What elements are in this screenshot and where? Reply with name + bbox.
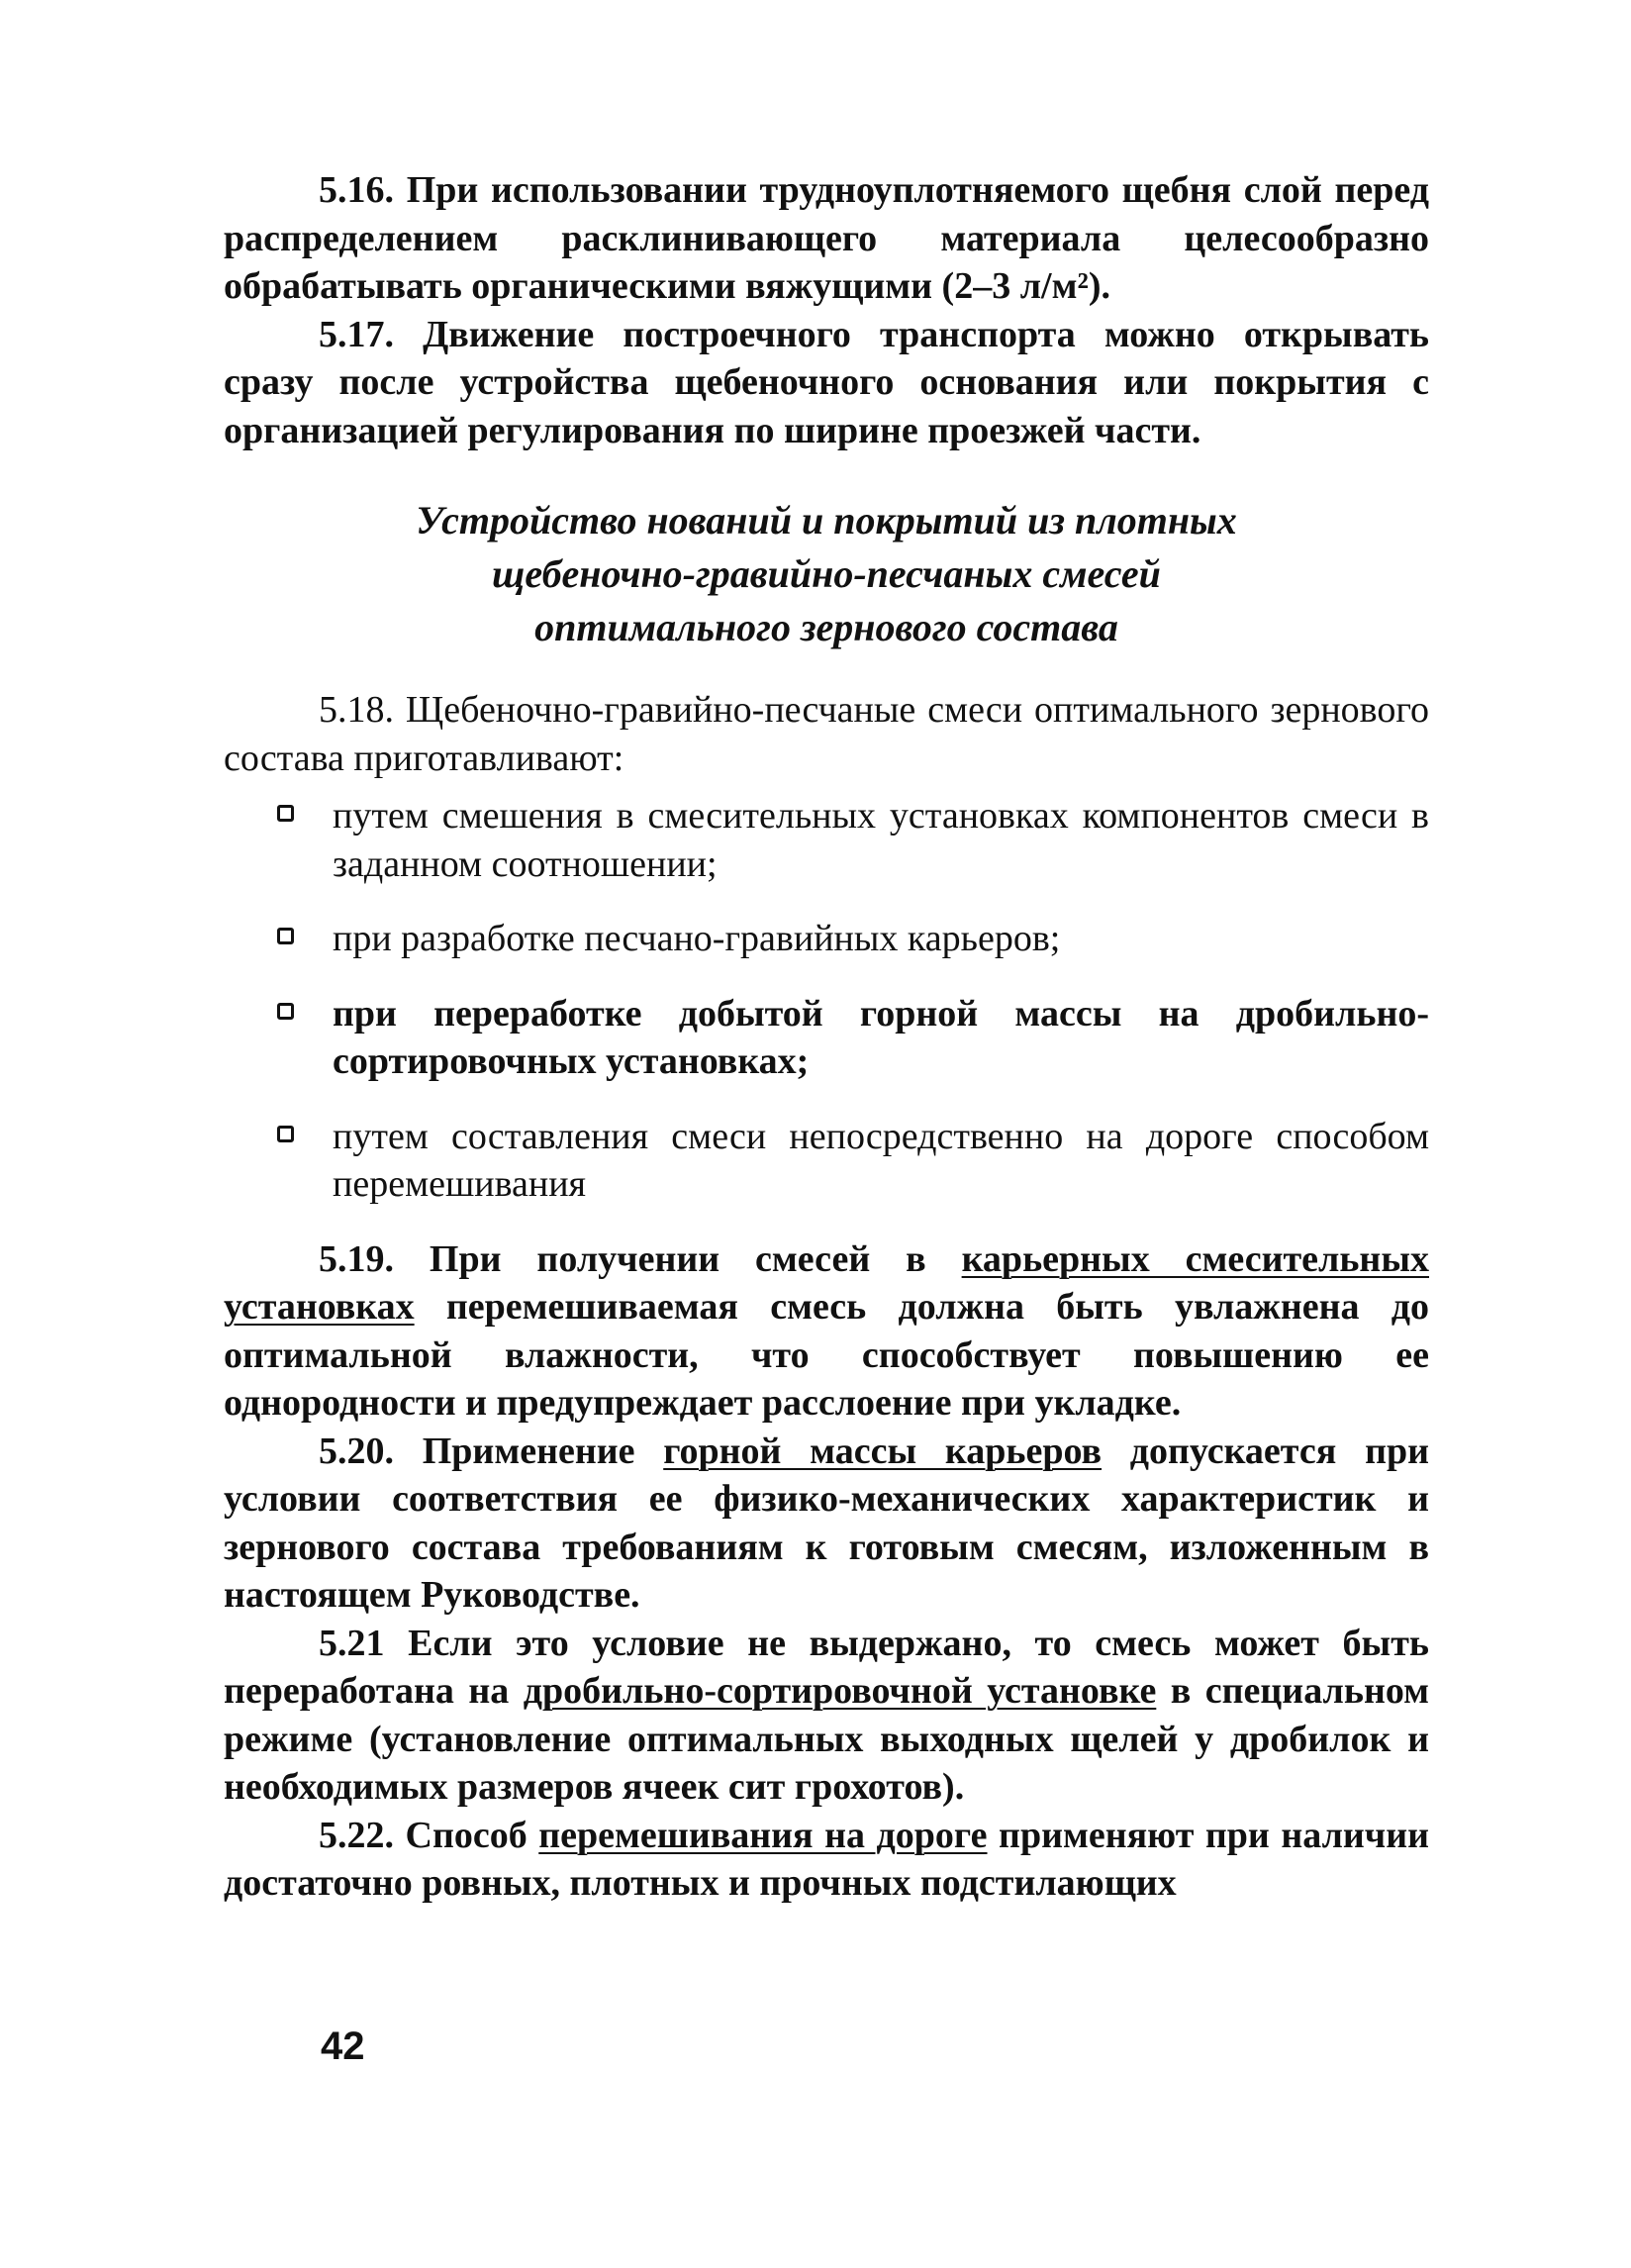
list-item-text: при разработке песчано-гравийных карьеров; [333,918,1061,959]
paragraph-5-16: 5.16. При использовании трудноуплотняемого щебня слой перед распределением расклинивающего материала целесообразно обрабатывать органическими вяжущими (2–3 л/м²). [224,169,1429,307]
list-item-text: путем составления смеси непосредственно на дороге способом перемешивания [333,1115,1429,1205]
heading-line-2: щебеночно-гравийно-песчаных смесей [492,551,1161,596]
underlined-term: горной массы карьеров [663,1430,1103,1472]
heading-line-3: оптимального зернового состава [534,605,1118,649]
section-heading [224,494,1429,654]
list-item [224,1113,1429,1209]
paragraph-5-21-start: 5.21 Если это условие не выдержано, то смесь может быть переработана на [224,1622,1429,1712]
paragraph-5-21-end: в специальном режиме (установление оптимальных выходных щелей у дробилок и необходимых размеров ячеек сит грохотов). [224,1670,1429,1808]
paragraph-5-22-end: применяют при наличии достаточно ровных, плотных и прочных подстилающих [224,1814,1430,1904]
paragraph-5-22-start: 5.22. Способ [319,1814,539,1856]
list-item-text: при переработке добытой горной массы на дробильно-сортировочных установках; [333,992,1429,1082]
checkbox-bullet-icon [277,1003,294,1020]
underlined-term: дробильно-сортировочной установке [523,1670,1157,1712]
paragraph-5-19-end: перемешиваемая смесь должна быть увлажнена до оптимальной влажности, что способствует повышению ее однородности и предупреждает расслоение при укладке. [224,1286,1429,1424]
underlined-term: перемешивания на дороге [538,1814,988,1856]
list-item [224,915,1429,963]
checkbox-bullet-icon [277,1126,294,1142]
paragraph-5-20-start: 5.20. Применение [319,1430,664,1472]
page-number: 42 [321,2024,365,2068]
paragraph-5-18: 5.18. Щебеночно-гравийно-песчаные смеси оптимального зернового состава приготавливают: [224,689,1429,779]
list-item [224,990,1429,1086]
paragraph-5-21 [224,1620,1429,1812]
list-item-text: путем смешения в смесительных установках компонентов смеси в заданном соотношении; [333,795,1429,885]
paragraph-5-17: 5.17. Движение построечного транспорта можно открывать сразу после устройства щебеночного основания или покрытия с организацией регулирования по ширине проезжей части. [224,313,1429,451]
paragraph-5-20 [224,1428,1429,1620]
paragraph-5-22 [224,1812,1429,1908]
paragraph-5-20-end: допускается при условии соответствия ее физико-механических характеристик и зернового состава требованиям к готовым смесям, изложенным в настоящем Руководстве. [224,1430,1429,1616]
paragraph-5-19 [224,1235,1429,1428]
underlined-term: карьерных смесительных установках [224,1237,1429,1328]
checkbox-bullet-icon [277,805,294,822]
checkbox-bullet-icon [277,928,294,944]
paragraph-5-19-start: 5.19. При получении смесей в [319,1237,962,1280]
list-item [224,792,1429,888]
heading-line-1: Устройство нований и покрытий из плотных [416,498,1237,542]
document-page [224,166,1429,1908]
method-list [224,792,1429,1209]
